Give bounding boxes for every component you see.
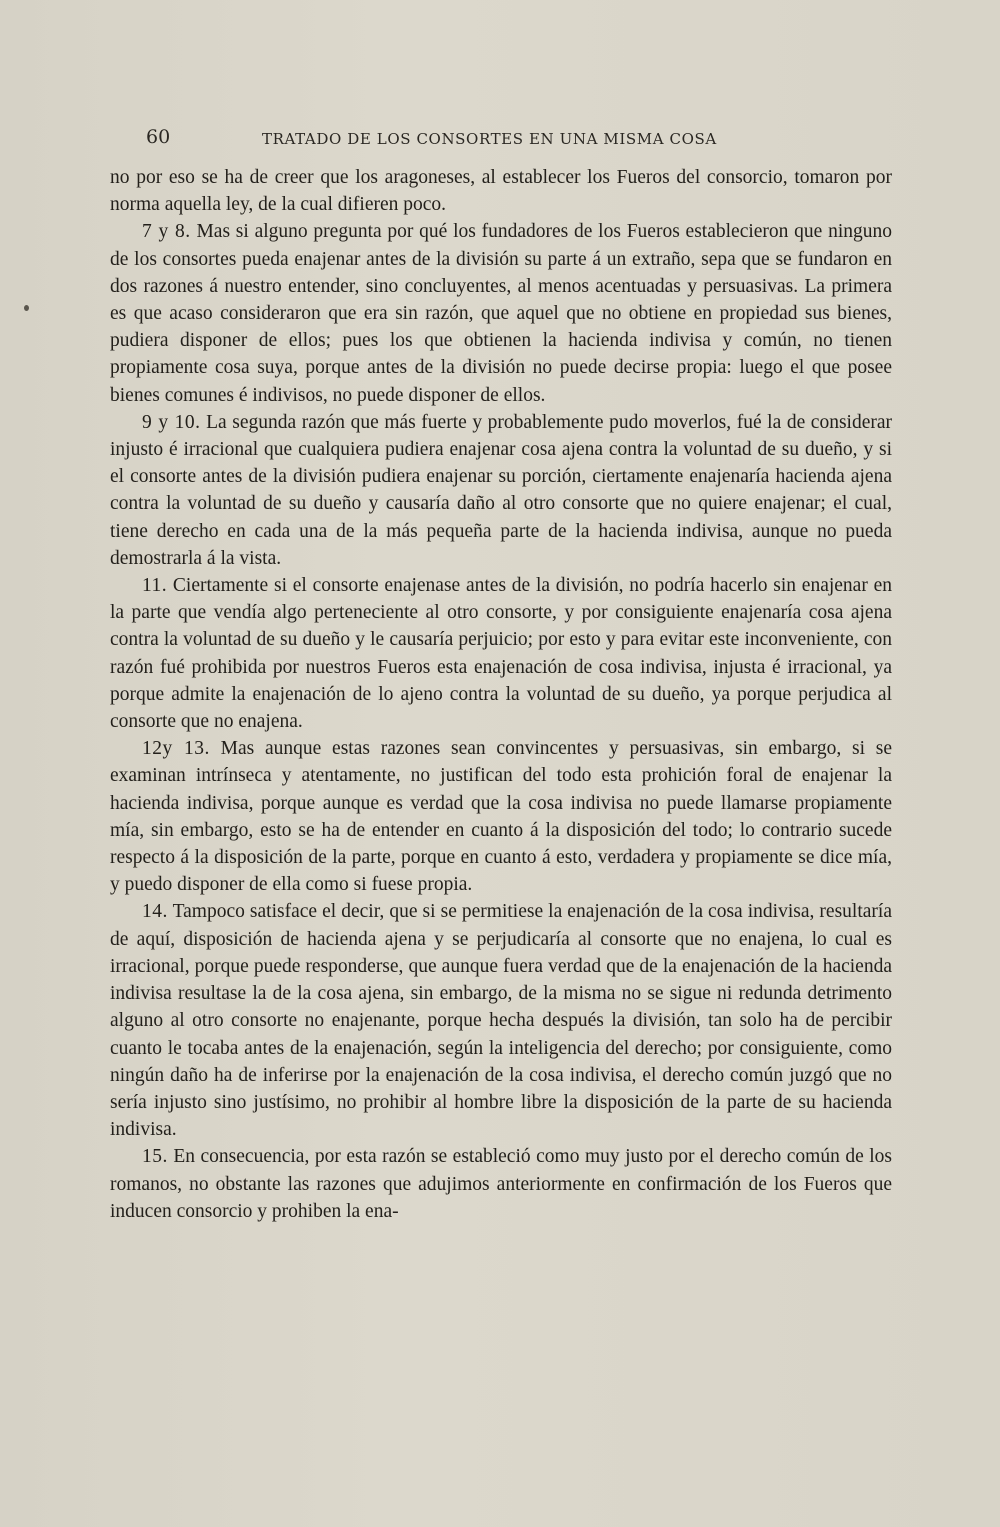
paragraph-number: 14. xyxy=(142,901,168,923)
paragraph-text: La segunda razón que más fuerte y probablemente pudo moverlos, fué la de considerar injusto é irracional que cualquiera pudiera enajenar cosa ajena contra la voluntad de su dueño, y si el consorte antes de la división pudiera enajenar su porción, ciertamente enajenaría hacienda ajena contra la voluntad de su dueño y causaría daño al otro consorte que no quiere enajenar; el cual, tiene derecho en cada una de la más pequeña parte de la hacienda indivisa, aunque no pueda demostrarla á la vista. xyxy=(110,411,893,569)
page-header xyxy=(146,126,896,156)
paragraph-number: 12y 13. xyxy=(142,738,210,760)
paragraph-number: 9 y 10. xyxy=(142,411,201,433)
paragraph-11 xyxy=(110,572,892,735)
paragraph-text: no por eso se ha de creer que los aragoneses, al establecer los Fueros del consorcio, tomaron por norma aquella ley, de la cual difieren poco. xyxy=(110,167,892,216)
ink-speck xyxy=(24,305,29,311)
paragraph-text: Tampoco satisface el decir, que si se permitiese la enajenación de la cosa indivisa, resultaría de aquí, disposición de hacienda ajena y se perjudicaría al consorte que no enajena, lo cual es irracional, porque puede responderse, que aunque fuera verdad que de la enajenación de la hacienda indivisa resultase la de la cosa ajena, sin embargo, de la misma no se sigue ni redunda detrimento alguno al otro consorte no enajenante, porque hecha después la división, tan solo ha de percibir cuanto le tocaba antes de la enajenación, según la inteligencia del derecho; por consiguiente, como ningún daño ha de inferirse por la enajenación de la cosa indivisa, el derecho común juzgó que no sería injusto sino justísimo, no prohibir al hombre libre la disposición de la parte de su hacienda indivisa. xyxy=(110,901,892,1141)
body-text xyxy=(110,164,892,1225)
paragraph-9-10 xyxy=(110,409,892,572)
paragraph-text: Mas aunque estas razones sean convincentes y persuasivas, sin embargo, si se examinan intrínseca y atentamente, no justifican del todo esta prohición foral de enajenar la hacienda indivisa, porque aunque es verdad que la cosa indivisa no puede llamarse propiamente mía, sin embargo, esto se ha de entender en cuanto á la disposición del todo; lo contrario sucede respecto á la disposición de la parte, porque en cuanto á esto, verdadera y propiamente se dice mía, y puedo disponer de ella como si fuese propia. xyxy=(110,738,893,896)
paragraph-12-13 xyxy=(110,735,892,898)
page-number: 60 xyxy=(146,126,171,148)
paragraph-15 xyxy=(110,1143,892,1225)
paragraph-number: 11. xyxy=(142,575,168,597)
paragraph-7-8 xyxy=(110,218,892,408)
paragraph-continuation xyxy=(110,164,892,218)
paragraph-number: 15. xyxy=(142,1146,168,1168)
paragraph-text: Mas si alguno pregunta por qué los fundadores de los Fueros establecieron que ninguno de los consortes pueda enajenar antes de la división su parte á un extraño, sepa que se fundaron en dos razones á nuestro entender, sino concluyentes, al menos acentuadas y persuasivas. La primera es que acaso consideraron que era sin razón, que aquel que no obtiene en propiedad sus bienes, pudiera disponer de ellos; pues los que obtienen la hacienda indivisa y común, no tienen propiamente cosa suya, porque antes de la división no puede decirse propia: luego el que posee bienes comunes é indivisos, no puede disponer de ellos. xyxy=(110,221,893,406)
paragraph-text: En consecuencia, por esta razón se estableció como muy justo por el derecho común de los romanos, no obstante las razones que adujimos anteriormente en confirmación de los Fueros que inducen consorcio y prohiben la ena- xyxy=(110,1146,893,1222)
running-title: TRATADO DE LOS CONSORTES EN UNA MISMA COSA xyxy=(262,130,717,148)
paragraph-14 xyxy=(110,898,892,1143)
paragraph-number: 7 y 8. xyxy=(142,221,191,243)
paragraph-text: Ciertamente si el consorte enajenase antes de la división, no podría hacerlo sin enajenar en la parte que vendía algo perteneciente al otro consorte, y por consiguiente enajenaría cosa ajena contra la voluntad de su dueño y le causaría perjuicio; por esto y para evitar este inconveniente, con razón fué prohibida por nuestros Fueros esta enajenación de cosa indivisa, injusta é irracional, ya porque admite la enajenación de lo ajeno contra la voluntad de su dueño, ya porque perjudica al consorte que no enajena. xyxy=(110,575,892,733)
